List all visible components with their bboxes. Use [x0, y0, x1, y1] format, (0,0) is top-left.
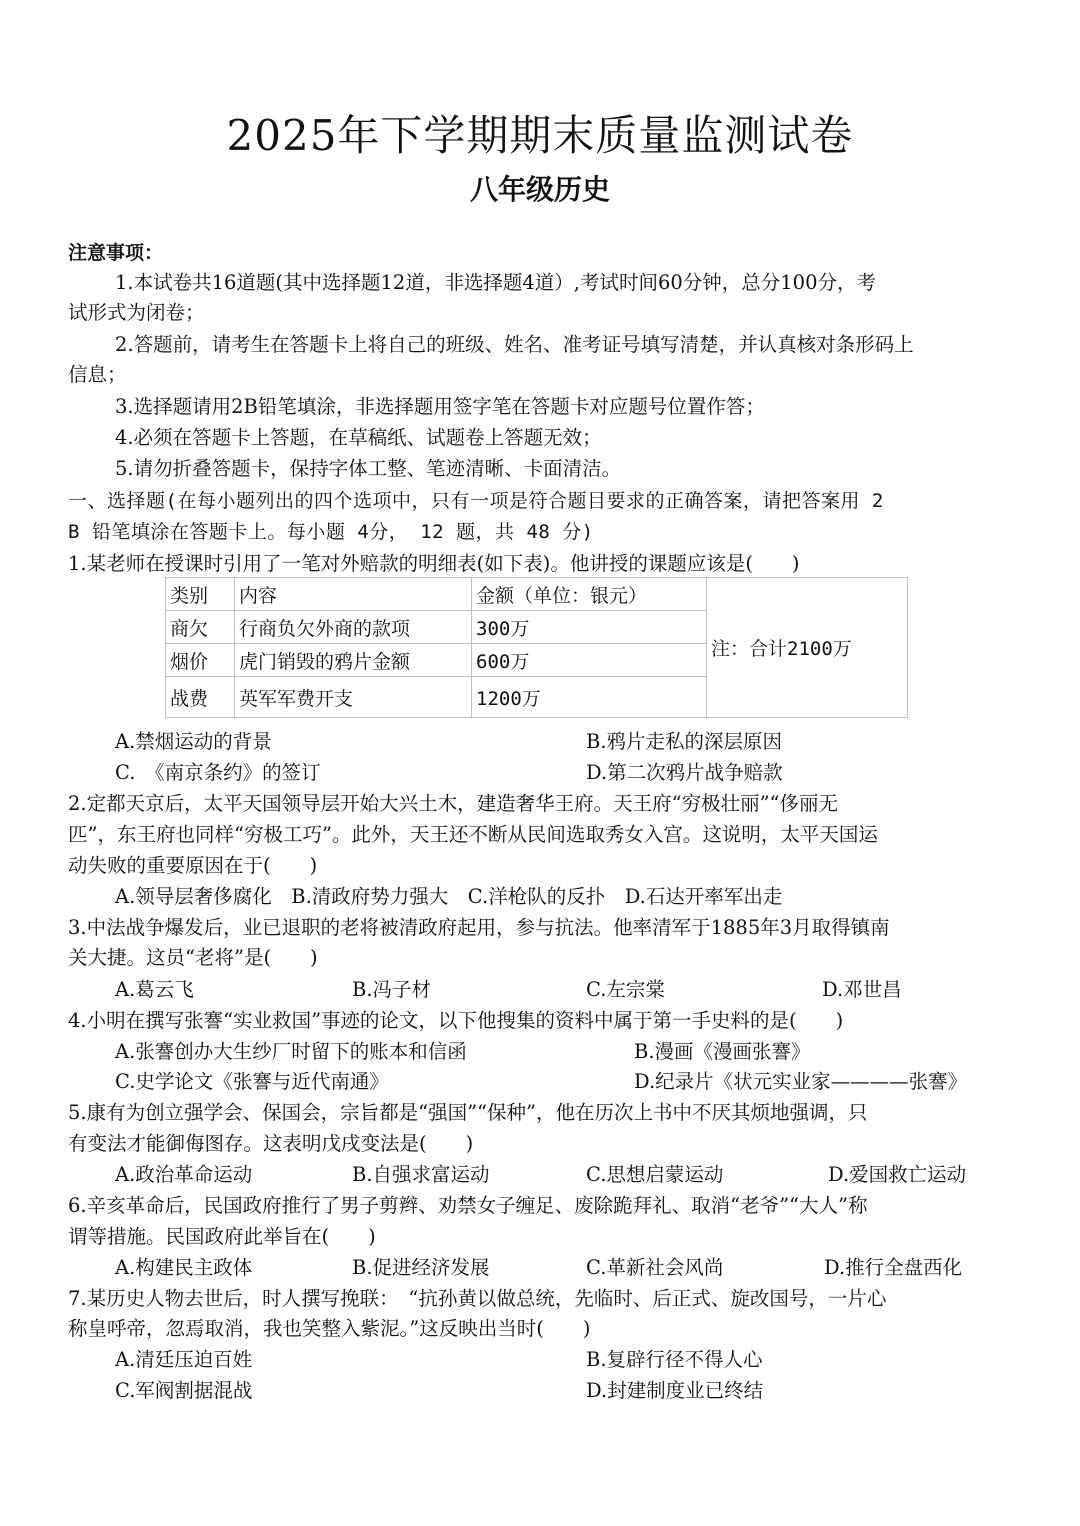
q3-option-b: B.冯子材 — [352, 978, 432, 1001]
q5-line-1: 5.康有为创立强学会、保国会，宗旨都是“强国”“保种”，他在历次上书中不厌其烦地强调，只 — [68, 1101, 868, 1124]
table-cell: 烟价 — [166, 644, 235, 677]
q3-option-c: C.左宗棠 — [586, 978, 665, 1001]
exam-title: 2025年下学期期末质量监测试卷 — [226, 111, 854, 160]
q4-option-a: A.张謇创办大生纱厂时留下的账本和信函 — [115, 1040, 467, 1063]
q2-line-3: 动失败的重要原因在于( ) — [68, 854, 318, 877]
q3-option-d: D.邓世昌 — [822, 978, 902, 1001]
section-heading-line-1: 一、选择题(在每小题列出的四个选项中，只有一项是符合题目要求的正确答案，请把答案用 2 — [68, 490, 884, 512]
q5-option-b: B.自强求富运动 — [352, 1163, 490, 1186]
table-cell: 商欠 — [166, 611, 235, 644]
table-header-cell: 金额（单位：银元） — [472, 578, 707, 611]
table-cell: 战费 — [166, 677, 235, 718]
q7-option-b: B.复辟行径不得人心 — [586, 1348, 763, 1371]
table-header-cell: 类别 — [166, 578, 235, 611]
q7-option-a: A.清廷压迫百姓 — [115, 1348, 253, 1371]
notice-item-4: 4.必须在答题卡上答题，在草稿纸、试题卷上答题无效； — [115, 426, 602, 449]
q4-option-c: C.史学论文《张謇与近代南通》 — [115, 1070, 389, 1093]
q4-stem: 4.小明在撰写张謇“实业救国”事迹的论文，以下他搜集的资料中属于第一手史料的是( ) — [68, 1009, 844, 1032]
q7-option-c: C.军阀割据混战 — [115, 1379, 253, 1402]
q7-line-1: 7.某历史人物去世后，时人撰写挽联： “抗孙黄以做总统，先临时、后正式、旋改国号，一片心 — [68, 1287, 887, 1310]
notice-heading: 注意事项： — [68, 242, 164, 264]
q6-option-c: C.革新社会风尚 — [586, 1256, 724, 1279]
q6-line-2: 谓等措施。民国政府此举旨在( ) — [68, 1225, 376, 1248]
q6-option-a: A.构建民主政体 — [115, 1256, 253, 1279]
table-cell: 虎门销毁的鸦片金额 — [235, 644, 472, 677]
table-cell: 600万 — [472, 644, 707, 677]
table-row — [166, 578, 908, 611]
notice-item-3: 3.选择题请用2B铅笔填涂，非选择题用签字笔在答题卡对应题号位置作答； — [115, 395, 765, 418]
section-heading-line-2: B 铅笔填涂在答题卡上。每小题 4分， 12 题，共 48 分) — [68, 521, 594, 543]
q5-option-a: A.政治革命运动 — [115, 1163, 253, 1186]
notice-item-1-line-2: 试形式为闭卷； — [68, 301, 205, 324]
q6-line-1: 6.辛亥革命后，民国政府推行了男子剪辫、劝禁女子缠足、废除跪拜礼、取消“老爷”“大人”称 — [68, 1194, 868, 1217]
q2-line-1: 2.定都天京后，太平天国领导层开始大兴土木，建造奢华王府。天王府“穷极壮丽”“侈丽无 — [68, 792, 839, 815]
q3-option-a: A.葛云飞 — [115, 978, 194, 1001]
q1-option-a: A.禁烟运动的背景 — [115, 730, 272, 753]
q3-line-1: 3.中法战争爆发后，业已退职的老将被清政府起用，参与抗法。他率清军于1885年3月取得镇南 — [68, 916, 890, 939]
q1-stem: 1.某老师在授课时引用了一笔对外赔款的明细表(如下表)。他讲授的课题应该是( ) — [68, 552, 800, 575]
q5-option-d: D.爱国救亡运动 — [828, 1163, 967, 1186]
exam-subtitle: 八年级历史 — [469, 173, 610, 206]
q5-line-2: 有变法才能御侮图存。这表明戊戌变法是( ) — [68, 1132, 474, 1155]
q1-option-d: D.第二次鸦片战争赔款 — [586, 761, 783, 784]
notice-item-5: 5.请勿折叠答题卡，保持字体工整、笔迹清晰、卡面清洁。 — [115, 457, 622, 480]
q1-option-b: B.鸦片走私的深层原因 — [586, 730, 783, 753]
table-cell: 1200万 — [472, 677, 707, 718]
table-cell: 英军军费开支 — [235, 677, 472, 718]
q4-option-b: B.漫画《漫画张謇》 — [634, 1040, 811, 1063]
q6-option-d: D.推行全盘西化 — [824, 1256, 963, 1279]
q6-option-b: B.促进经济发展 — [352, 1256, 490, 1279]
q4-option-d: D.纪录片《状元实业家————张謇》 — [634, 1070, 968, 1093]
table-cell: 300万 — [472, 611, 707, 644]
notice-item-2-line-1: 2.答题前，请考生在答题卡上将自己的班级、姓名、准考证号填写清楚，并认真核对条形码上 — [115, 333, 914, 356]
q7-option-d: D.封建制度业已终结 — [586, 1379, 764, 1402]
q2-options: A.领导层奢侈腐化 B.清政府势力强大 C.洋枪队的反扑 D.石达开率军出走 — [115, 885, 783, 908]
notice-item-2-line-2: 信息； — [68, 363, 127, 386]
q7-line-2: 称皇呼帝，忽焉取消，我也笑整入紫泥。”这反映出当时( ) — [68, 1317, 591, 1340]
q3-line-2: 关大捷。这员“老将”是( ) — [68, 946, 318, 969]
q1-option-c: C. 《南京条约》的签订 — [115, 761, 321, 784]
table-cell: 行商负欠外商的款项 — [235, 611, 472, 644]
table-note: 注：合计2100万 — [707, 578, 908, 718]
q5-option-c: C.思想启蒙运动 — [586, 1163, 724, 1186]
table-header-cell: 内容 — [235, 578, 472, 611]
compensation-table — [165, 577, 908, 718]
q2-line-2: 匹”，东王府也同样“穷极工巧”。此外，天王还不断从民间选取秀女入宫。这说明，太平天国运 — [68, 823, 878, 846]
notice-item-1-line-1: 1.本试卷共16道题(其中选择题12道，非选择题4道）,考试时间60分钟，总分100分，考 — [115, 271, 876, 294]
